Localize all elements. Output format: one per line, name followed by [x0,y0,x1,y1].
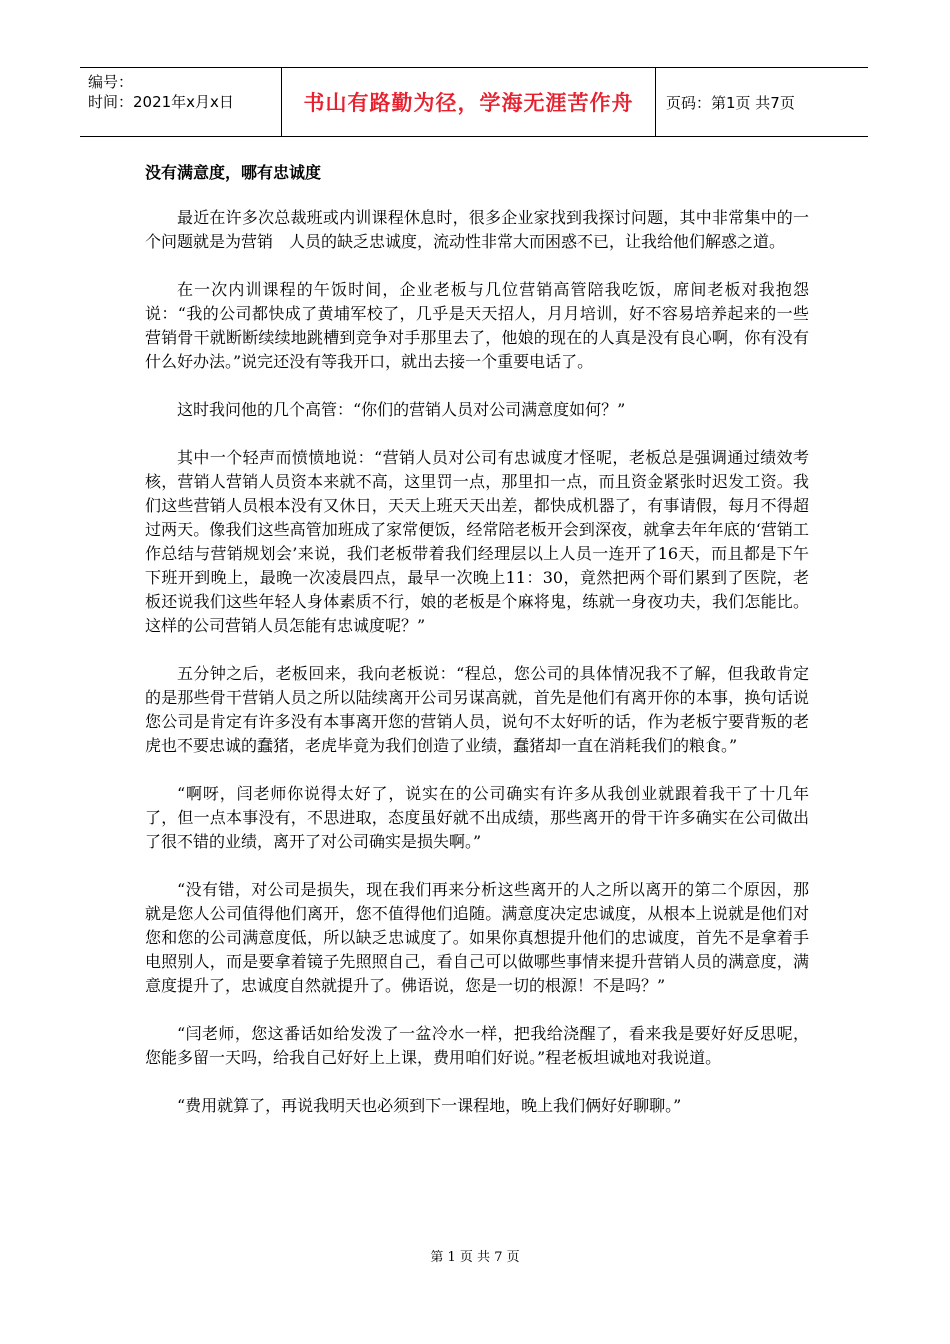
article-body [145,206,809,1142]
page-header [80,67,868,137]
page-footer: 第 1 页 共 7 页 [430,1250,520,1265]
header-left-cell [80,68,282,136]
header-page-info: 页码：第1页 共7页 [666,93,795,112]
header-motto: 书山有路勤为径，学海无涯苦作舟 [282,68,656,136]
paragraph: “费用就算了，再说我明天也必须到下一课程地，晚上我们俩好好聊聊。” [177,1096,682,1115]
paragraph: 这时我问他的几个高管：“你们的营销人员对公司满意度如何？” [177,400,626,419]
article-title: 没有满意度，哪有忠诚度 [145,163,322,182]
paragraph: 最近在许多次总裁班或内训课程休息时，很多企业家找到我探讨问题，其中非常集中的一个问题就是为营销 人员的缺乏忠诚度，流动性非常大而困惑不已，让我给他们解惑之道。 [145,208,809,251]
paragraph: “闫老师，您这番话如给发泼了一盆冷水一样，把我给浇醒了，看来我是要好好反思呢，您能多留一天吗，给我自己好好上上课，费用咱们好说。”程老板坦诚地对我说道。 [145,1024,809,1067]
doc-number-label: 编号： [88,73,134,91]
paragraph: 其中一个轻声而愤愤地说：“营销人员对公司有忠诚度才怪呢，老板总是强调通过绩效考核，营销人营销人员资本来就不高，这里罚一点，那里扣一点，而且资金紧张时迟发工资。我们这些营销人员根本没有又休日，天天上班天天出差，都快成机器了，有事请假，每月不得超过两天。像我们这些高管加班成了家常便饭，经常陪老板开会到深夜，就拿去年年底的‘营销工作总结与营销规划会’来说，我们老板带着我们经理层以上人员一连开了16天，而且都是下午下班开到晚上，最晚一次凌晨四点，最早一次晚上11：30，竟然把两个哥们累到了医院，老板还说我们这些年轻人身体素质不行，娘的老板是个麻将鬼，练就一身夜功夫，我们怎能比。这样的公司营销人员怎能有忠诚度呢？” [145,448,809,635]
paragraph: 五分钟之后，老板回来，我向老板说：“程总，您公司的具体情况我不了解，但我敢肯定的是那些骨干营销人员之所以陆续离开公司另谋高就，首先是他们有离开你的本事，换句话说您公司是肯定有许多没有本事离开您的营销人员，说句不太好听的话，作为老板宁要背叛的老虎也不要忠诚的蠢猪，老虎毕竟为我们创造了业绩，蠢猪却一直在消耗我们的粮食。” [145,664,809,755]
paragraph: “没有错，对公司是损失，现在我们再来分析这些离开的人之所以离开的第二个原因，那就是您人公司值得他们离开，您不值得他们追随。满意度决定忠诚度，从根本上说就是他们对您和您的公司满意度低，所以缺乏忠诚度了。如果你真想提升他们的忠诚度，首先不是拿着手电照别人，而是要拿着镜子先照照自己，看自己可以做哪些事情来提升营销人员的满意度，满意度提升了，忠诚度自然就提升了。佛语说，您是一切的根源！不是吗？” [145,880,809,995]
paragraph: 在一次内训课程的午饭时间，企业老板与几位营销高管陪我吃饭，席间老板对我抱怨说：“我的公司都快成了黄埔军校了，几乎是天天招人，月月培训，好不容易培养起来的一些营销骨干就断断续续地跳槽到竞争对手那里去了，他娘的现在的人真是没有良心啊，你有没有什么好办法。”说完还没有等我开口，就出去接一个重要电话了。 [145,280,809,371]
doc-time-label: 时间：2021年x月x日 [88,93,234,111]
paragraph: “啊呀，闫老师你说得太好了，说实在的公司确实有许多从我创业就跟着我干了十几年了，但一点本事没有，不思进取，态度虽好就不出成绩，那些离开的骨干许多确实在公司做出了很不错的业绩，离开了对公司确实是损失啊。” [145,784,809,851]
